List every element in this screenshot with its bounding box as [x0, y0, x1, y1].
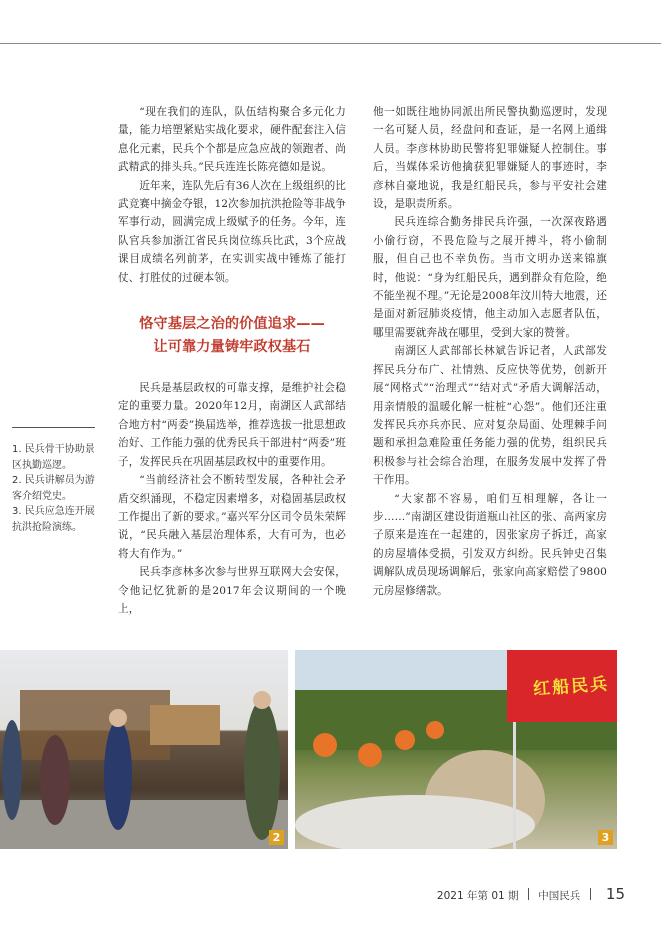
photo-docent-with-tourists — [0, 650, 288, 849]
paragraph: “现在我们的连队，队伍结构聚合多元化力量，能力培塑紧贴实战化要求，硬件配套注入信息化元素，民兵个个都是应急应战的领跑者、尚武精武的排头兵。”民兵连连长陈亮德如是说。 — [118, 106, 346, 174]
photo-number-badge: 3 — [598, 830, 613, 845]
paragraph: “当前经济社会不断转型发展，各种社会矛盾交织涌现，不稳定因素增多，对稳固基层政权工作提出了新的要求。”嘉兴军分区司令员朱荣辉说，“民兵融入基层治理体系，大有可为，也必将大有作为。” — [118, 474, 346, 560]
paragraph: 民兵是基层政权的可靠支撑，是维护社会稳定的重要力量。2020年12月，南湖区人武部结合地方村“两委”换届选举，推荐选拔一批思想政治好、工作能力强的优秀民兵干部进村“两委”班子，发挥民兵在巩固基层政权中的重要作用。 — [118, 382, 346, 468]
flag-text: 红船民兵 — [532, 674, 610, 700]
section-title — [118, 313, 346, 359]
page-footer — [437, 885, 625, 903]
footer-divider — [590, 888, 591, 900]
section-title-line1: 恪守基层之治的价值追求—— — [139, 316, 325, 333]
caption-2: 2. 民兵讲解员为游客介绍党史。 — [12, 475, 95, 502]
photo-captions — [12, 427, 95, 535]
caption-3: 3. 民兵应急连开展抗洪抢险演练。 — [12, 506, 95, 533]
magazine-name: 中国民兵 — [538, 890, 581, 902]
article-left-column — [118, 103, 346, 618]
page-number: 15 — [605, 885, 625, 903]
photo-number-badge: 2 — [269, 830, 284, 845]
footer-divider — [528, 888, 529, 900]
photo-flood-drill — [295, 650, 617, 849]
photo-scene — [0, 650, 288, 849]
red-flag — [507, 650, 617, 722]
issue-label: 2021 年第 01 期 — [436, 890, 519, 902]
paragraph: 南湖区人武部部长林斌告诉记者，人武部发挥民兵分布广、社情熟、反应快等优势，创新开展“网格式”“治理式”“结对式”矛盾大调解活动，用亲情般的温暖化解一桩桩“心怨”。他们还注重发挥民兵亦兵亦民、应对复杂局面、处理棘手问题和承担急难险重任务能力强的优势，组织民兵积极参与社会综合治理，在服务发展中发挥了骨干作用。 — [373, 345, 607, 487]
paragraph: 近年来，连队先后有36人次在上级组织的比武竞赛中摘金夺银，12次参加抗洪抢险等非战争军事行动，圆满完成上级赋予的任务。今年，连队官兵参加浙江省民兵岗位练兵比武，3个应战课目成绩名列前茅，在实训实战中锤炼了能打仗、打胜仗的过硬本领。 — [118, 179, 346, 284]
caption-1: 1. 民兵骨干协助景区执勤巡逻。 — [12, 444, 95, 471]
top-divider — [0, 43, 661, 44]
article-right-column — [373, 103, 607, 600]
paragraph: “大家都不容易，咱们互相理解，各让一步……”南湖区建设街道瓶山社区的张、高两家房子原来是连在一起建的，因张家房子拆迁，高家的房屋墙体受损，引发双方纠纷。民兵钟史召集调解队成员现场调解后，张家向高家赔偿了9800元房屋修缮款。 — [373, 492, 607, 597]
paragraph: 民兵李彦林多次参与世界互联网大会安保，令他记忆犹新的是2017年会议期间的一个晚上， — [118, 566, 346, 615]
paragraph: 他一如既往地协同派出所民警执勤巡逻时，发现一名可疑人员，经盘问和查证，是一名网上通缉人员。李彦林协助民警将犯罪嫌疑人控制住。事后，当媒体采访他擒获犯罪嫌疑人的事迹时，李彦林自豪地说，我是红船民兵，参与平安社会建设，是职责所系。 — [373, 106, 607, 211]
paragraph: 民兵连综合勤务排民兵许强，一次深夜路遇小偷行窃，不畏危险与之展开搏斗，将小偷制服，但自己也不幸负伤。当市文明办送来锦旗时，他说：“身为红船民兵，遇到群众有危险，绝不能坐视不理。”无论是2008年汶川特大地震，还是面对新冠肺炎疫情，他主动加入志愿者队伍，哪里需要就奔战在哪里，受到大家的赞誉。 — [373, 216, 607, 339]
section-title-line2: 让可靠力量铸牢政权基石 — [153, 339, 311, 356]
